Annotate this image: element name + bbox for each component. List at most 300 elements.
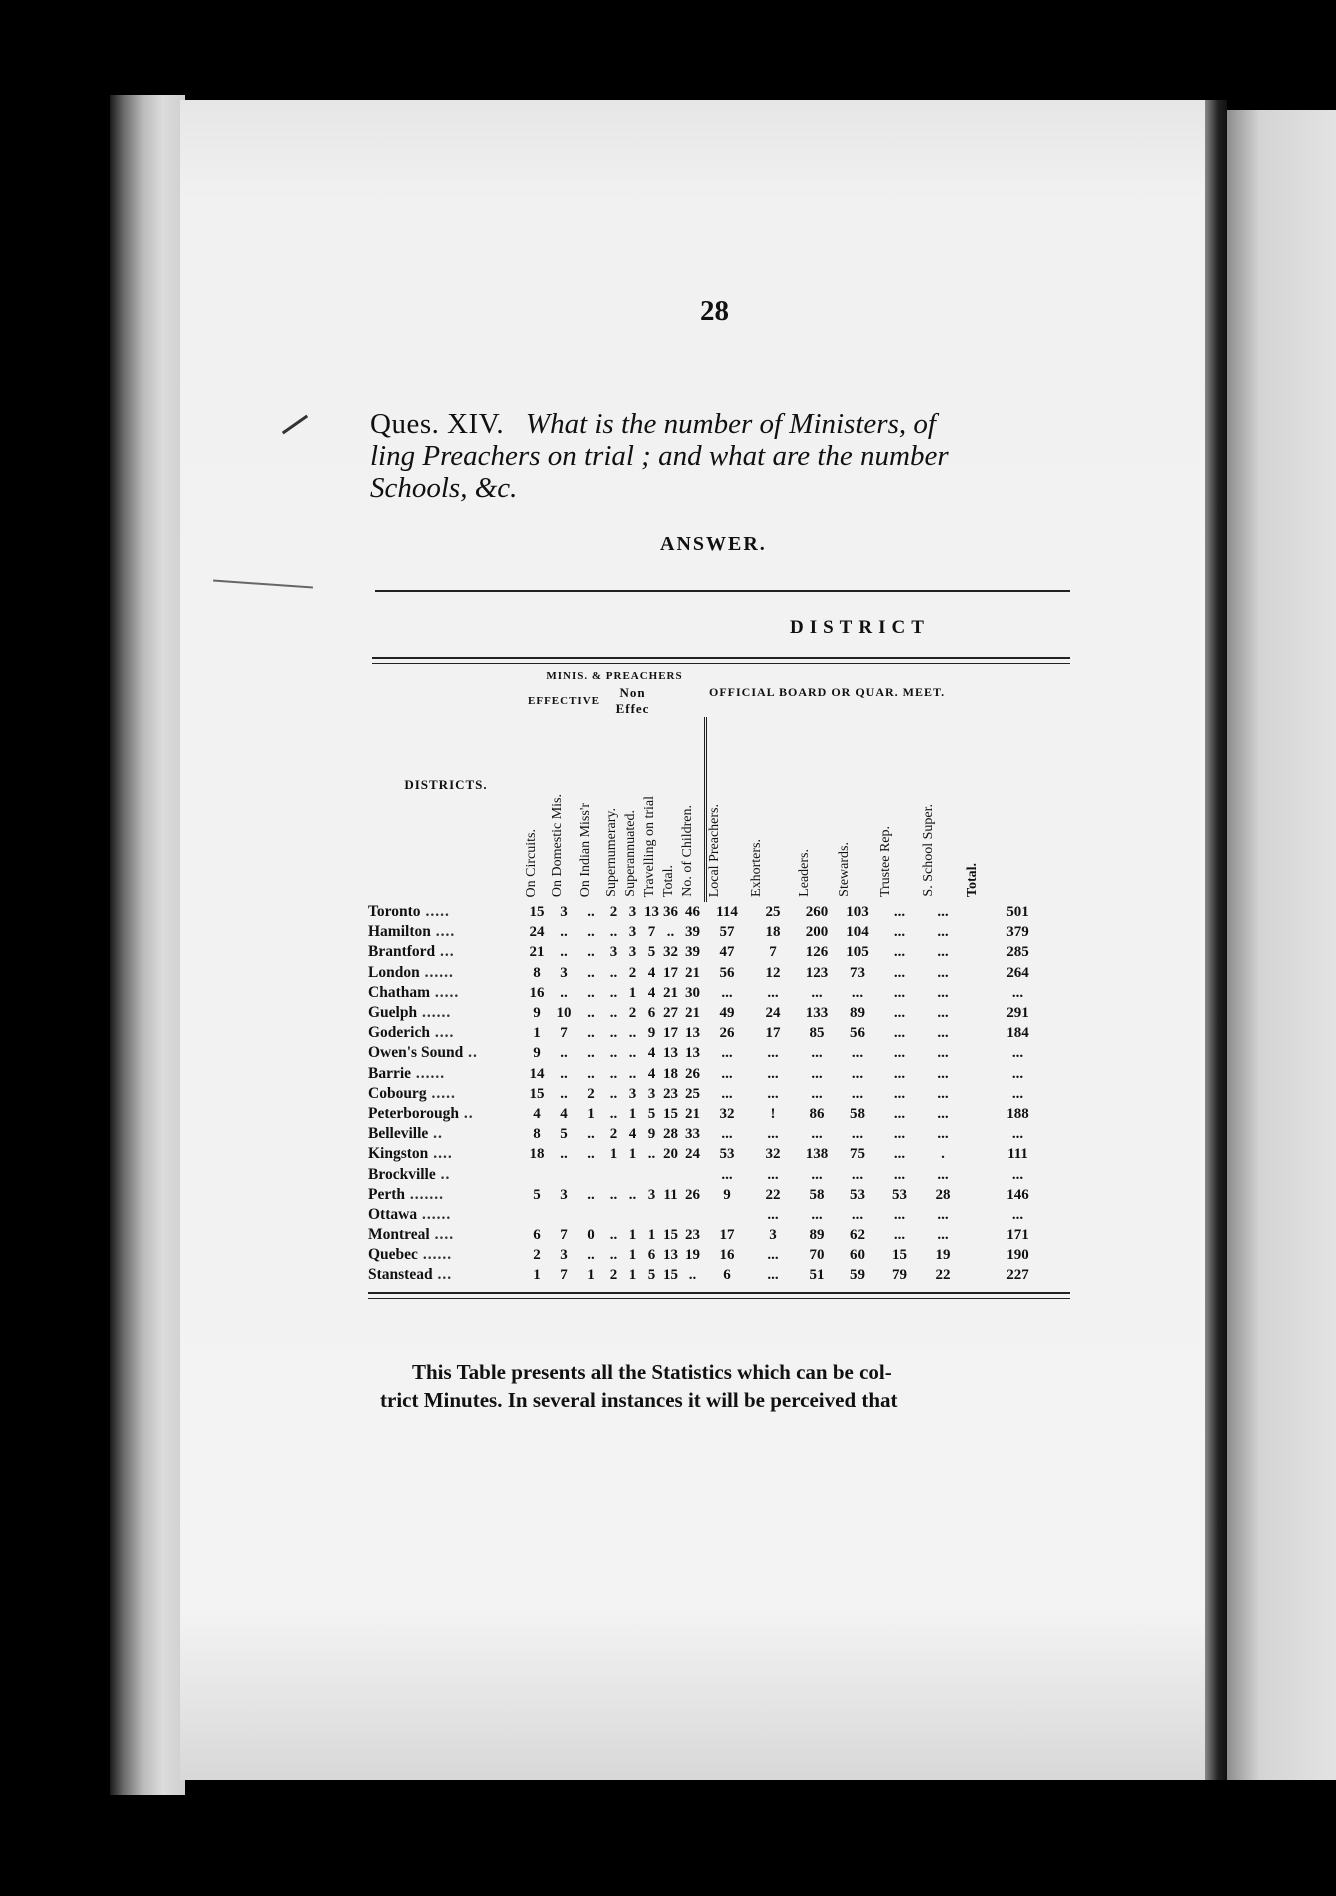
table-cell: .. — [609, 924, 618, 941]
district-name — [368, 902, 524, 922]
column-header-label: Leaders. — [797, 849, 812, 897]
table-cell: 3 — [609, 944, 618, 961]
table-cell: 184 — [1006, 1025, 1029, 1042]
table-cell: ... — [893, 1045, 906, 1062]
page-number: 28 — [700, 295, 729, 327]
table-cell: .. — [647, 1146, 656, 1163]
district-name — [368, 942, 524, 962]
table-cell: .. — [587, 1186, 595, 1203]
leader-dots: ..... — [430, 983, 460, 1001]
table-cell: 15 — [663, 1267, 678, 1284]
table-cell: 2 — [628, 964, 637, 981]
table-cell: 8 — [533, 964, 541, 981]
header-spacer — [661, 685, 705, 717]
leader-dots: ...... — [411, 1064, 446, 1082]
table-cell: 5 — [647, 944, 656, 961]
district-name — [368, 1144, 524, 1164]
table-cell — [524, 1164, 550, 1184]
district-name-text: Guelph — [368, 1004, 418, 1022]
district-name-text: Hamilton — [368, 923, 431, 941]
table-cell: ... — [937, 904, 949, 921]
table-cell: ... — [811, 1065, 823, 1082]
table-cell: 17 — [663, 1025, 678, 1042]
table-cell: 16 — [529, 984, 545, 1001]
district-name — [368, 1023, 524, 1043]
table-cell — [578, 1164, 604, 1184]
rule-bottom — [368, 1298, 1070, 1299]
table-cell: ... — [811, 984, 823, 1001]
column-header — [705, 717, 749, 902]
rule-bottom — [368, 1292, 1070, 1294]
table-row — [368, 1043, 1070, 1063]
table-cell: .. — [609, 1025, 618, 1042]
table-row — [368, 922, 1070, 942]
table-cell: 21 — [685, 1105, 700, 1122]
column-header-label: Local Preachers. — [706, 803, 722, 897]
table-cell: 4 — [647, 964, 656, 981]
table-row — [368, 1205, 1070, 1225]
table-cell: .. — [609, 1105, 618, 1122]
column-header-label: On Indian Miss'r — [578, 802, 593, 897]
table-cell: 58 — [809, 1186, 825, 1203]
table-cell: 3 — [628, 924, 637, 941]
table-cell: 133 — [805, 1005, 829, 1022]
table-cell: .. — [587, 1025, 595, 1042]
table-cell: ... — [851, 1085, 864, 1102]
column-header — [680, 717, 705, 902]
table-cell — [578, 1205, 604, 1225]
table-cell: 89 — [809, 1227, 825, 1244]
table-cell: ... — [767, 1065, 779, 1082]
leader-dots: ...... — [417, 1004, 452, 1022]
table-cell: 13 — [685, 1045, 700, 1062]
table-cell: 15 — [663, 1227, 678, 1244]
table-cell: .. — [560, 944, 568, 961]
table-cell: 11 — [663, 1186, 678, 1203]
rule-double — [372, 663, 1070, 664]
table-cell: ... — [937, 1045, 949, 1062]
table-cell: .. — [628, 1186, 637, 1203]
table-cell: .. — [587, 1126, 595, 1143]
table-cell: 379 — [1006, 924, 1029, 941]
table-cell: 85 — [809, 1025, 825, 1042]
table-cell: ... — [721, 1166, 733, 1183]
column-header-label: Stewards. — [837, 842, 852, 897]
leader-dots: .. — [463, 1044, 478, 1062]
district-name-text: Owen's Sound — [368, 1044, 464, 1062]
next-page-edge — [1227, 110, 1336, 1780]
leader-dots: ....... — [405, 1185, 445, 1203]
table-cell: ... — [893, 944, 906, 961]
table-cell: ... — [893, 1126, 906, 1143]
table-cell: .. — [609, 1186, 618, 1203]
table-cell: ... — [1011, 984, 1024, 1001]
table-cell: ... — [767, 1247, 779, 1264]
table-cell: ... — [937, 1085, 949, 1102]
table-cell: 1 — [587, 1267, 595, 1284]
table-cell: ... — [893, 1065, 906, 1082]
district-name — [368, 1185, 524, 1205]
district-name-text: Brantford — [368, 943, 436, 961]
table-row — [368, 1225, 1070, 1245]
table-cell: 105 — [846, 944, 869, 961]
table-cell: 4 — [533, 1105, 541, 1122]
table-cell: 14 — [529, 1065, 545, 1082]
table-cell: 26 — [685, 1065, 700, 1082]
table-cell: 58 — [850, 1105, 865, 1122]
leader-dots: .... — [430, 923, 456, 941]
table-cell: 4 — [647, 984, 656, 1001]
footer-line1: This Table presents all the Statistics which can be col- — [412, 1360, 892, 1384]
table-cell: 3 — [628, 944, 637, 961]
table-cell: ... — [937, 964, 949, 981]
table-cell: ... — [721, 1065, 733, 1082]
table-cell: 260 — [805, 904, 829, 921]
table-row — [368, 1023, 1070, 1043]
table-cell: .. — [609, 1227, 618, 1244]
footer-line2: trict Minutes. In several instances it will be perceived that — [380, 1388, 898, 1412]
table-cell: ... — [893, 924, 906, 941]
table-cell: ... — [937, 1126, 949, 1143]
column-header — [604, 717, 623, 902]
table-cell: ... — [1011, 1065, 1024, 1082]
table-cell: ... — [811, 1045, 823, 1062]
table-cell: .. — [587, 944, 595, 961]
table-cell: 3 — [560, 1186, 568, 1203]
table-cell: 114 — [716, 904, 738, 921]
table-cell: 5 — [647, 1105, 656, 1122]
table-cell: 1 — [628, 1146, 637, 1163]
district-name — [368, 963, 524, 983]
table-cell: 21 — [685, 964, 700, 981]
table-cell: 73 — [850, 964, 865, 981]
table-cell: .. — [587, 904, 595, 921]
table-cell: 146 — [1006, 1186, 1029, 1203]
table-cell: 17 — [765, 1025, 781, 1042]
table-cell: 60 — [850, 1247, 865, 1264]
table-cell: 33 — [685, 1126, 700, 1143]
table-cell: ... — [893, 1206, 906, 1223]
table-row — [368, 963, 1070, 983]
districts-header: DISTRICTS. — [404, 776, 488, 792]
table-cell: 21 — [529, 944, 545, 961]
table-cell: 9 — [647, 1126, 656, 1143]
leader-dots: ..... — [420, 903, 450, 921]
table-cell: 53 — [850, 1186, 865, 1203]
table-cell: ... — [937, 1005, 949, 1022]
table-cell: 13 — [663, 1045, 678, 1062]
column-header-label: Supernumerary. — [604, 808, 619, 897]
table-cell: ... — [811, 1206, 823, 1223]
table-cell: 49 — [719, 1005, 735, 1022]
table-cell: 13 — [663, 1247, 678, 1264]
column-header — [524, 717, 550, 902]
table-row — [368, 1124, 1070, 1144]
leader-dots: ...... — [419, 963, 454, 981]
table-cell: ... — [937, 1025, 949, 1042]
table-cell: 17 — [663, 964, 678, 981]
table-cell: 18 — [765, 924, 781, 941]
column-header-label: Travelling on trial — [642, 795, 657, 897]
leader-dots: .. — [435, 1165, 451, 1183]
table-cell: 138 — [805, 1146, 829, 1163]
district-name-text: Peterborough — [368, 1104, 459, 1122]
table-cell: .. — [587, 1005, 595, 1022]
table-cell: 2 — [609, 1126, 618, 1143]
table-cell: ... — [721, 1085, 733, 1102]
effective-header: EFFECTIVE — [528, 695, 600, 707]
table-cell: 25 — [685, 1085, 700, 1102]
table-cell: 104 — [846, 924, 869, 941]
table-cell: 21 — [685, 1005, 700, 1022]
table-cell: ... — [811, 1166, 823, 1183]
column-header — [797, 717, 837, 902]
table-cell: 21 — [663, 984, 678, 1001]
table-cell: 7 — [647, 924, 656, 941]
table-cell: .. — [609, 1065, 618, 1082]
table-cell: 39 — [685, 944, 700, 961]
table-cell: ... — [721, 1126, 733, 1143]
rule-top — [375, 590, 1070, 592]
table-cell — [661, 1164, 680, 1184]
table-cell — [680, 1205, 705, 1225]
table-cell: ... — [937, 1105, 949, 1122]
table-cell — [680, 1164, 705, 1184]
table-cell: 20 — [663, 1146, 678, 1163]
table-cell: 103 — [846, 904, 869, 921]
table-cell: 53 — [892, 1186, 907, 1203]
leader-dots: .. — [428, 1125, 443, 1143]
table-cell: 23 — [663, 1085, 678, 1102]
table-cell: 1 — [587, 1105, 595, 1122]
table-cell: 2 — [609, 1267, 618, 1284]
table-cell: ... — [811, 1126, 823, 1143]
table-cell: 2 — [587, 1085, 595, 1102]
question-text — [370, 408, 1070, 504]
leader-dots: .... — [429, 1226, 455, 1244]
table-cell: ... — [937, 984, 949, 1001]
table-cell: 3 — [769, 1227, 777, 1244]
footer-paragraph — [380, 1358, 1072, 1414]
table-cell: 6 — [647, 1005, 656, 1022]
table-cell: 89 — [850, 1005, 865, 1022]
table-cell: 62 — [850, 1227, 865, 1244]
district-name — [368, 1164, 524, 1184]
rule-double — [372, 657, 1070, 659]
table-row — [368, 1185, 1070, 1205]
table-cell: 0 — [587, 1227, 595, 1244]
leader-dots: .... — [428, 1145, 453, 1163]
district-name — [368, 1003, 524, 1023]
table-cell — [642, 1205, 661, 1225]
district-name-text: Toronto — [368, 903, 421, 921]
table-cell: ... — [851, 1166, 864, 1183]
table-cell: 6 — [533, 1227, 541, 1244]
question-line2: ling Preachers on trial ; and what are the number — [370, 440, 949, 472]
table-cell: ... — [851, 1045, 864, 1062]
table-cell: .. — [609, 984, 618, 1001]
table-row — [368, 1164, 1070, 1184]
table-cell: 39 — [685, 924, 700, 941]
table-cell: 22 — [935, 1267, 951, 1284]
column-header-label: Trustee Rep. — [878, 825, 893, 897]
table-cell — [623, 1164, 642, 1184]
table-cell: 13 — [685, 1025, 700, 1042]
table-cell: .. — [609, 1247, 618, 1264]
table-cell: 26 — [719, 1025, 735, 1042]
table-cell: 24 — [529, 924, 545, 941]
table-cell: 47 — [719, 944, 735, 961]
table-cell — [550, 1164, 578, 1184]
table-cell: 4 — [647, 1065, 656, 1082]
leader-dots: ... — [432, 1266, 453, 1284]
answer-heading: ANSWER. — [660, 533, 767, 555]
table-cell: . — [941, 1146, 945, 1163]
column-header — [623, 717, 642, 902]
table-cell: 3 — [628, 904, 637, 921]
table-cell: 24 — [685, 1146, 700, 1163]
question-line1: What is the number of Ministers, of — [525, 408, 936, 440]
district-heading: DISTRICT — [790, 617, 930, 638]
table-cell: ... — [1011, 1126, 1024, 1143]
table-cell — [604, 1164, 623, 1184]
table-cell: .. — [587, 964, 595, 981]
table-cell: 200 — [805, 924, 829, 941]
table-cell: ... — [767, 1206, 779, 1223]
table-cell: ... — [851, 1206, 864, 1223]
table-cell: 9 — [647, 1025, 656, 1042]
column-header — [965, 717, 1070, 902]
table-row — [368, 1104, 1070, 1124]
table-cell: 57 — [719, 924, 735, 941]
table-cell: ... — [811, 1085, 823, 1102]
district-name-text: Montreal — [368, 1226, 430, 1244]
table-cell: ... — [893, 1005, 906, 1022]
table-cell: 13 — [644, 904, 659, 921]
table-cell: .. — [628, 1065, 637, 1082]
table-cell: 25 — [765, 904, 781, 921]
district-name — [368, 922, 524, 942]
table-row — [368, 983, 1070, 1003]
column-header-label: Total. — [661, 864, 676, 897]
district-name-text: Perth — [368, 1185, 406, 1203]
leader-dots: ...... — [417, 1246, 453, 1264]
column-header — [578, 717, 604, 902]
table-cell: 1 — [628, 984, 637, 1001]
table-cell: ... — [893, 1105, 906, 1122]
table-cell: 15 — [663, 1105, 678, 1122]
table-cell: 3 — [628, 1085, 637, 1102]
table-cell: .. — [587, 1065, 595, 1082]
district-name-text: Stanstead — [368, 1266, 433, 1284]
table-cell: 59 — [850, 1267, 865, 1284]
column-header-label: On Domestic Mis. — [550, 793, 565, 897]
table-cell: .. — [560, 924, 568, 941]
table-cell: ... — [937, 924, 949, 941]
table-cell: .. — [587, 984, 595, 1001]
district-name-text: Cobourg — [368, 1084, 427, 1102]
table-cell: 126 — [805, 944, 829, 961]
column-header-label: S. School Super. — [921, 804, 936, 897]
question-line3: Schools, &c. — [370, 472, 518, 504]
table-cell: .. — [628, 1045, 637, 1062]
table-cell: 7 — [769, 944, 777, 961]
table-cell: .. — [688, 1267, 697, 1284]
table-cell: ... — [937, 944, 949, 961]
table-cell: 6 — [647, 1247, 656, 1264]
table-cell: 79 — [892, 1267, 907, 1284]
table-cell: 1 — [628, 1105, 637, 1122]
district-name — [368, 1245, 524, 1265]
table-cell: 9 — [533, 1045, 541, 1062]
table-cell: .. — [560, 984, 568, 1001]
district-name — [368, 1205, 524, 1225]
table-cell: 1 — [609, 1146, 618, 1163]
column-header — [878, 717, 921, 902]
table-cell: 5 — [560, 1126, 568, 1143]
table-cell: 6 — [723, 1267, 731, 1284]
table-cell: 3 — [647, 1085, 656, 1102]
table-cell: 5 — [533, 1186, 541, 1203]
table-cell: ... — [937, 1166, 949, 1183]
table-cell: 15 — [529, 904, 545, 921]
table-cell: 32 — [719, 1105, 735, 1122]
question-lead: Ques. XIV. — [370, 408, 505, 440]
district-name-text: Barrie — [368, 1064, 412, 1082]
table-cell — [604, 1205, 623, 1225]
table-cell: 24 — [765, 1005, 781, 1022]
table-cell: ... — [767, 984, 779, 1001]
table-cell — [642, 1164, 661, 1184]
table-cell: 75 — [850, 1146, 865, 1163]
table-cell: 227 — [1006, 1267, 1029, 1284]
district-name-text: Brockville — [368, 1165, 436, 1183]
table-cell: 12 — [765, 964, 781, 981]
table-cell — [550, 1205, 578, 1225]
table-cell: 56 — [719, 964, 735, 981]
district-name-text: Kingston — [368, 1145, 429, 1163]
table-cell: 291 — [1006, 1005, 1029, 1022]
table-cell: ... — [1011, 1045, 1024, 1062]
table-row — [368, 1084, 1070, 1104]
group-official-header: OFFICIAL BOARD OR QUAR. MEET. — [709, 684, 946, 699]
table-cell: 15 — [892, 1247, 907, 1264]
table-cell: 501 — [1006, 904, 1029, 921]
table-cell: 2 — [609, 904, 618, 921]
table-cell: 27 — [663, 1005, 678, 1022]
table-cell: .. — [560, 1085, 568, 1102]
leader-dots: ..... — [426, 1084, 456, 1102]
table-cell: 1 — [628, 1267, 637, 1284]
table-cell: ... — [1011, 1166, 1024, 1183]
table-cell: ... — [767, 1166, 779, 1183]
table-cell: 4 — [647, 1045, 656, 1062]
table-cell: 1 — [533, 1025, 541, 1042]
district-name — [368, 1064, 524, 1084]
table-cell: ... — [893, 1146, 906, 1163]
table-cell: 8 — [533, 1126, 541, 1143]
table-cell: 9 — [723, 1186, 731, 1203]
table-cell: 3 — [560, 904, 568, 921]
table-cell: 56 — [850, 1025, 865, 1042]
column-header — [749, 717, 797, 902]
table-cell: ... — [851, 1065, 864, 1082]
table-cell: 36 — [663, 904, 678, 921]
table-row — [368, 1064, 1070, 1084]
table-cell: 5 — [647, 1267, 656, 1284]
table-cell: ... — [937, 1065, 949, 1082]
table-cell: ... — [851, 984, 864, 1001]
